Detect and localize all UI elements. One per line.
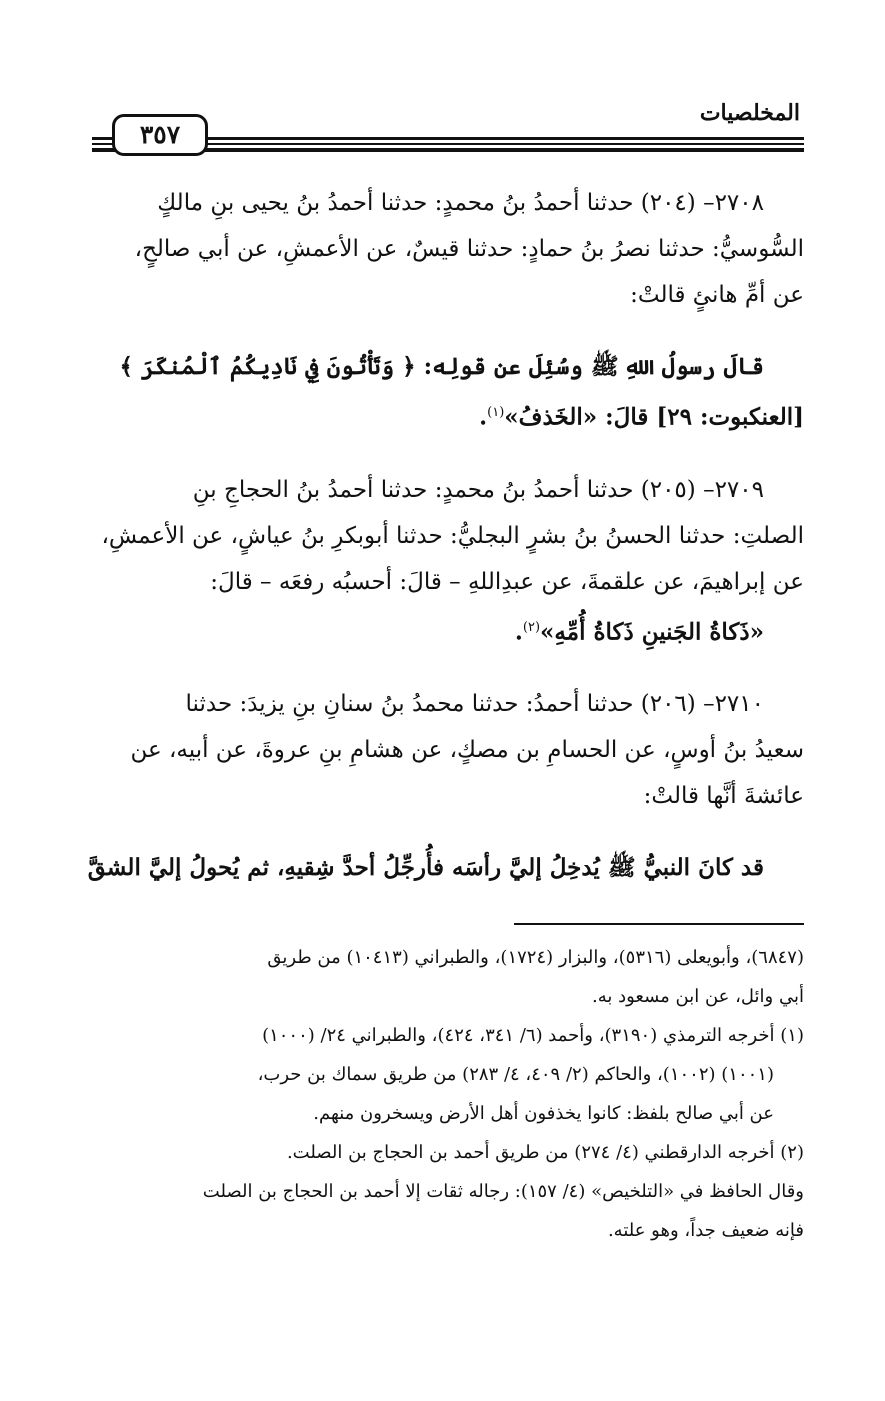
isnad-line: ٢٧١٠– (٢٠٦) حدثنا أحمدُ: حدثنا محمدُ بنُ سنانِ بنِ يزيدَ: حدثنا [185,691,764,718]
isnad-line: ٢٧٠٩– (٢٠٥) حدثنا أحمدُ بنُ محمدٍ: حدثنا أحمدُ بنُ الحجاجِ بنِ [192,476,764,503]
book-page [87,0,804,1401]
isnad-line: الصلتِ: حدثنا الحسنُ بنُ بشرٍ البجليُّ: حدثنا أبوبكرِ بنُ عياشٍ، عن الأعمشِ، [101,522,804,549]
isnad-line: ٢٧٠٨– (٢٠٤) حدثنا أحمدُ بنُ محمدٍ: حدثنا أحمدُ بنُ يحيى بنِ مالكٍ [157,190,764,216]
footnote-ref: (١) [487,405,505,420]
footnote-line: (٢) أخرجه الدارقطني (٤/ ٢٧٤) من طريق أحمد بن الحجاج بن الصلت. [286,1142,804,1163]
isnad-line: عن إبراهيمَ، عن علقمةَ، عن عبدِاللهِ – قالَ: أحسبُه رفعَه – قالَ: [210,568,804,595]
hadith-entry-2708 [92,180,804,318]
footnote-line: وقال الحافظ في «التلخيص» (٤/ ١٥٧): رجاله ثقات إلا أحمد بن الحجاج بن الصلت [202,1181,804,1202]
footnote-line: أبي وائل، عن ابن مسعود به. [591,986,804,1007]
page-number: ٣٥٧ [112,114,208,156]
matn-line: [العنكبوت: ٢٩] قالَ: «الخَذفُ»$^{(١)}$. [479,403,804,431]
footnote-line: (٦٨٤٧)، وأبويعلى (٥٣١٦)، والبزار (١٧٢٤)، والطبراني (١٠٤١٣) من طريق [267,947,804,968]
footnote-ref: (٢) [522,619,541,635]
footnotes [92,938,804,1250]
running-title: المخلصيات [699,100,800,126]
hadith-text-2710 [87,845,804,891]
isnad-line: السُّوسيُّ: حدثنا نصرُ بنُ حمادٍ: حدثنا قيسٌ، عن الأعمشِ، عن أبي صالحٍ، [134,236,804,262]
matn-line: قالَ رسولُ اللهِ ﷺ وسُئِلَ عن قولِه: ﴿ وَتَأْتُونَ فِي نَادِيكُمُ ٱلْمُنكَرَ ﴾ [119,353,764,380]
isnad-line: عائشةَ أنَّها قالتْ: [643,783,804,810]
matn-line: «ذَكاةُ الجَنينِ ذَكاةُ أُمِّهِ»$^{(٢)}$. [514,618,764,646]
isnad-line: عن أمِّ هانئٍ قالتْ: [630,282,804,308]
footnote-line: فإنه ضعيف جداً، وهو علته. [607,1220,804,1241]
page-header [92,96,804,166]
matn-line: قد كانَ النبيُّ ﷺ يُدخِلُ إليَّ رأسَه فأُرجِّلُ أحدَّ شِقيهِ، ثم يُحولُ إليَّ الشقَّ [87,854,764,882]
isnad-line: سعيدُ بنُ أوسٍ، عن الحسامِ بن مصكٍ، عن هشامِ بنِ عروةَ، عن أبيه، عن [130,737,804,764]
footnote-line: (١٠٠١) (١٠٠٢)، والحاكم (٢/ ٤٠٩، ٤/ ٢٨٣) من طريق سماك بن حرب، [257,1064,774,1085]
footnote-line: (١) أخرجه الترمذي (٣١٩٠)، وأحمد (٦/ ٣٤١، ٤٢٤)، والطبراني ٢٤/ (١٠٠٠) [262,1025,804,1046]
hadith-entry-2709 [92,467,804,656]
hadith-text-2708 [92,344,804,441]
main-text [87,180,804,917]
hadith-entry-2710 [92,681,804,819]
footnote-line: عن أبي صالح بلفظ: كانوا يخذفون أهل الأرض ويسخرون منهم. [313,1103,774,1124]
footnote-divider [514,923,804,925]
